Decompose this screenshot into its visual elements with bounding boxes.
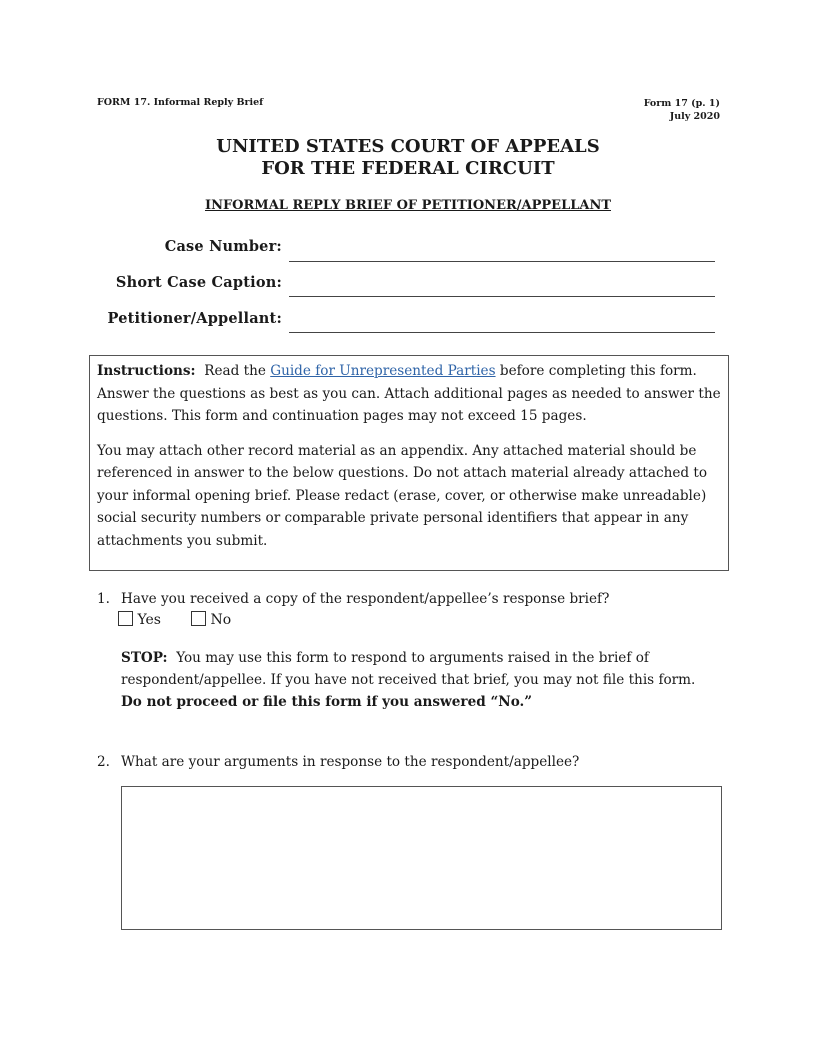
yes-option[interactable] [118,611,161,628]
case-number-input[interactable] [289,242,715,262]
no-label: No [210,612,232,628]
stop-warning: Do not proceed or file this form if you answered “No.” [121,694,533,710]
instructions-lead: Instructions: [97,363,196,379]
yes-label: Yes [137,612,161,628]
form-id: FORM 17. Informal Reply Brief [97,97,264,108]
stop-notice [121,647,721,713]
brief-title: INFORMAL REPLY BRIEF OF PETITIONER/APPELLANT [204,198,611,213]
short-case-caption-label: Short Case Caption: [115,274,282,291]
yes-checkbox[interactable] [118,611,133,626]
court-title [0,136,816,180]
petitioner-appellant-input[interactable] [289,313,715,333]
petitioner-appellant-label: Petitioner/Appellant: [107,310,282,327]
instructions-intro: Read the [204,363,266,379]
guide-link[interactable]: Guide for Unrepresented Parties [270,363,496,379]
question-2-number: 2. [97,754,110,770]
no-option[interactable] [191,611,231,628]
instructions-paragraph-1 [97,360,721,428]
case-number-label: Case Number: [164,238,282,255]
question-1-text: Have you received a copy of the respondent/appellee’s response brief? [121,591,610,607]
instructions-p1-text: before completing this form. Answer the questions as best as you can. Attach additional pages as needed to answer the questions. This form and continuation pages may not exceed 15 pages. [97,363,721,424]
question-1-number: 1. [97,591,110,607]
question-2-answer-box[interactable] [121,786,722,930]
short-case-caption-input[interactable] [289,277,715,297]
no-checkbox[interactable] [191,611,206,626]
form-date: July 2020 [669,111,720,122]
court-title-line1: UNITED STATES COURT OF APPEALS [216,136,600,157]
stop-text: You may use this form to respond to arguments raised in the brief of respondent/appellee. If you have not received that brief, you may not file this form. [121,650,696,688]
page-number: Form 17 (p. 1) [643,98,720,109]
instructions-box [89,355,729,571]
court-title-line2: FOR THE FEDERAL CIRCUIT [261,158,555,179]
stop-lead: STOP: [121,650,168,666]
page-reference [644,97,720,123]
question-2-text: What are your arguments in response to the respondent/appellee? [121,754,580,770]
instructions-paragraph-2: You may attach other record material as an appendix. Any attached material should be referenced in answer to the below questions. Do not attach material already attached to your informal opening brief. Please redact (erase, cover, or otherwise make unreadable) social security numbers or comparable private personal identifiers that appear in any attachments you submit. [97,442,708,549]
